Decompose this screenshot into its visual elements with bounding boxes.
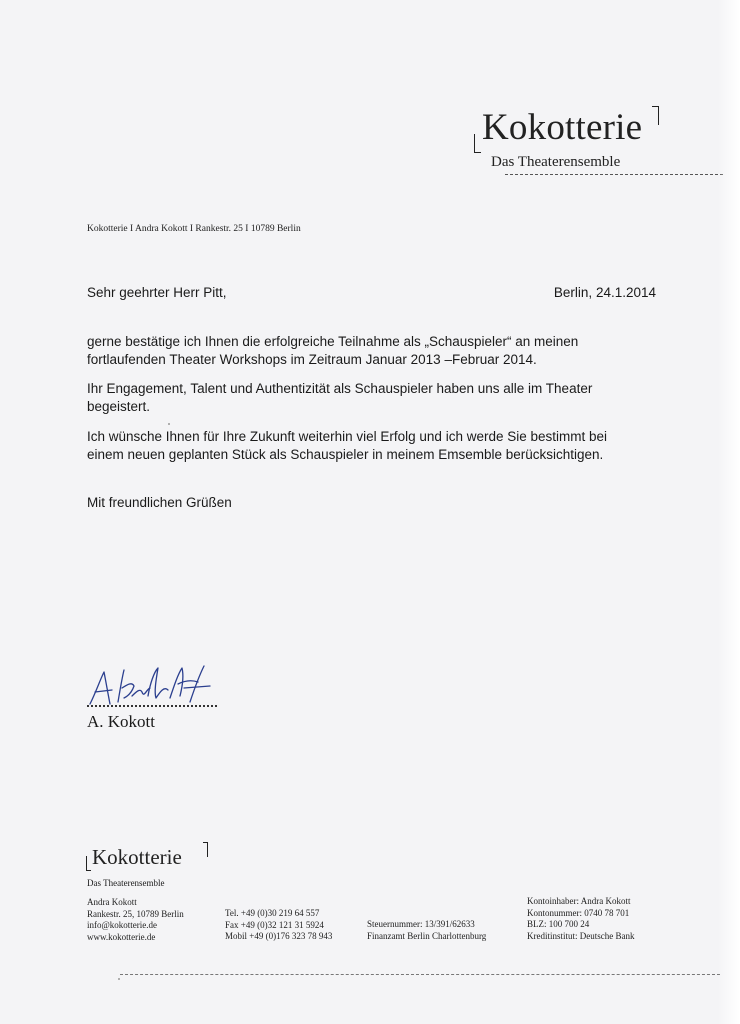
footer-bank-account: Kontonummer: 0740 78 701 [527, 907, 630, 918]
footer-logo-name: Kokotterie [92, 845, 182, 869]
footer-phone [225, 908, 332, 943]
letterhead-name: Kokotterie [482, 107, 643, 148]
scan-speck [168, 423, 170, 425]
logo-corner-right [652, 106, 659, 125]
footer-fax-line: Fax +49 (0)32 121 31 5924 [225, 919, 324, 930]
footer-tax-number: Steuernummer: 13/391/62633 [367, 919, 475, 929]
sender-return-address: Kokotterie I Andra Kokott I Rankestr. 25 I 10789 Berlin [87, 224, 301, 234]
footer-bank-institute: Kreditinstitut: Deutsche Bank [527, 930, 635, 941]
footer-subtitle: Das Theaterensemble [87, 878, 165, 888]
footer-bank-holder: Kontoinhaber: Andra Kokott [527, 896, 631, 906]
signer-name: A. Kokott [87, 712, 155, 731]
letterhead-rule [505, 174, 723, 175]
footer-tax [367, 919, 486, 942]
letterhead-subtitle: Das Theaterensemble [491, 154, 621, 170]
footer-bank-code: BLZ: 100 700 24 [527, 919, 590, 929]
letter-date: Berlin, 24.1.2014 [553, 285, 656, 300]
footer-website: www.kokotterie.de [87, 931, 156, 942]
footer-address-line: Andra Kokott [87, 897, 137, 907]
closing: Mit freundlichen Grüßen [87, 495, 232, 510]
body-paragraph-2: Ihr Engagement, Talent und Authentizität als Schauspieler haben uns alle im Theater begeistert. [87, 381, 593, 414]
footer-phone-line: Tel. +49 (0)30 219 64 557 [225, 908, 320, 918]
footer-logo-corner-left [86, 856, 91, 871]
footer-mobile-line: Mobil +49 (0)176 323 78 943 [225, 931, 333, 941]
body-paragraph-3: Ich wünsche Ihnen für Ihre Zukunft weiterhin viel Erfolg und ich werde Sie bestimmt bei einem neuen geplanten Stück als Schauspieler in meinem Emsemble berücksichtigen. [87, 429, 608, 462]
footer-email: info@kokotterie.de [87, 920, 158, 930]
letterhead-logo [472, 104, 662, 184]
footer-bank [527, 896, 634, 942]
footer-rule [120, 974, 720, 975]
footer-address [87, 897, 184, 943]
scan-speck [118, 978, 120, 980]
signature-dotted-line [87, 705, 217, 707]
logo-corner-left [474, 134, 481, 153]
footer-logo-corner-right [203, 842, 208, 857]
body-paragraph-1: gerne bestätige ich Ihnen die erfolgreiche Teilnahme als „Schauspieler“ an meinen fortlaufenden Theater Workshops im Zeitraum Januar 2013 –Februar 2014. [87, 334, 579, 367]
footer-address-line: Rankestr. 25, 10789 Berlin [87, 908, 184, 919]
footer-tax-office: Finanzamt Berlin Charlottenburg [367, 930, 487, 941]
salutation: Sehr geehrter Herr Pitt, [87, 285, 227, 300]
